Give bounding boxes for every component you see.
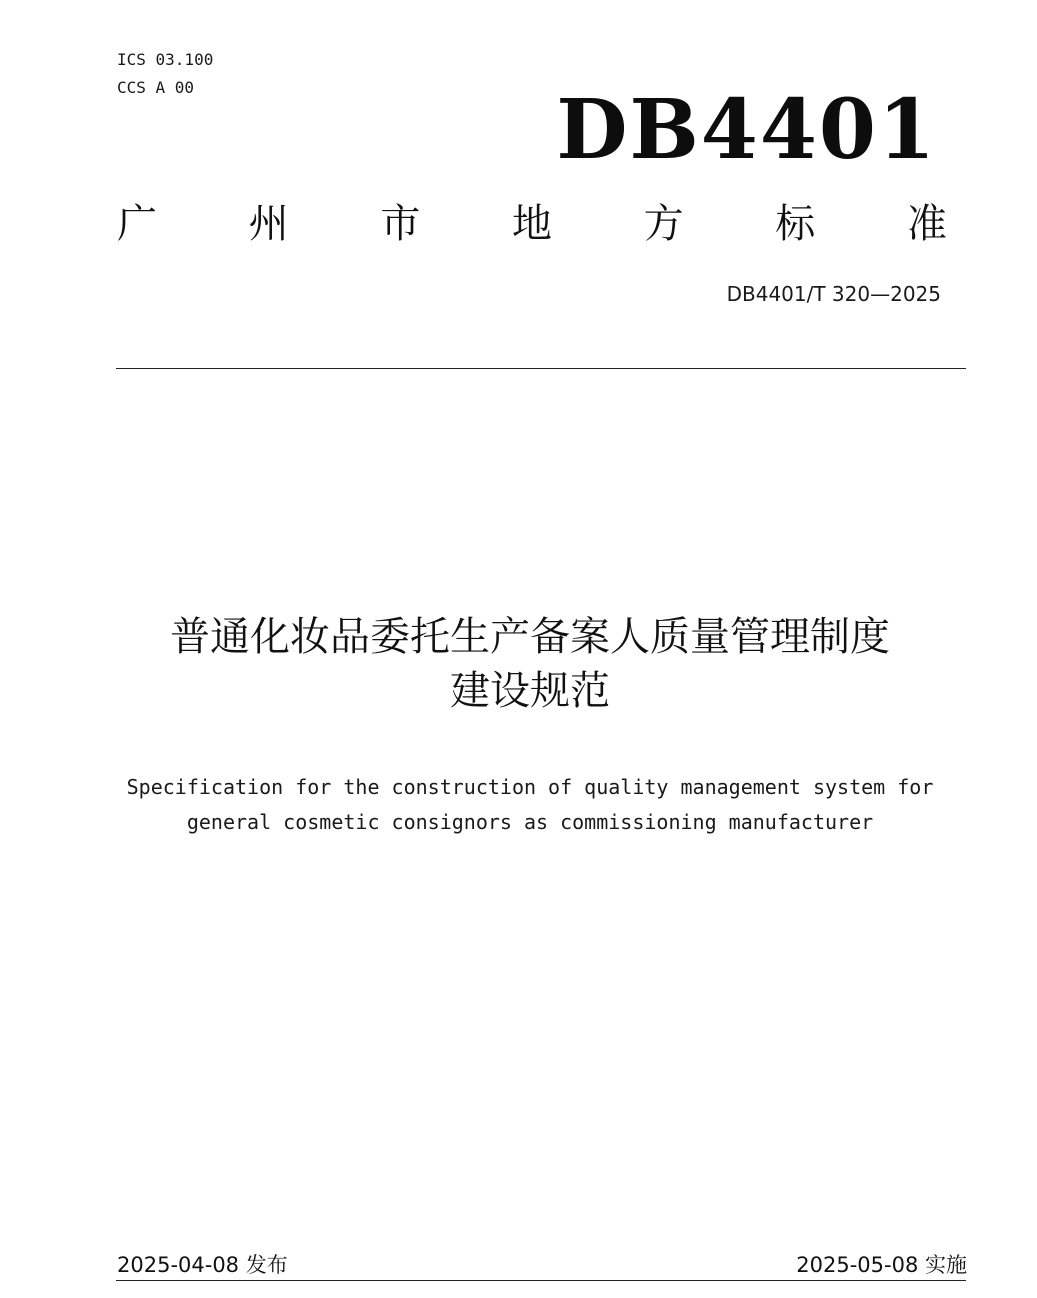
ccs-code: CCS A 00 bbox=[117, 78, 195, 97]
standard-type-char: 市 bbox=[380, 201, 421, 247]
chinese-title-line-2: 建设规范 bbox=[450, 668, 610, 714]
ics-code: ICS 03.100 bbox=[117, 50, 214, 69]
standard-type-char: 州 bbox=[248, 201, 289, 247]
standard-type-char: 地 bbox=[511, 201, 552, 247]
header-divider bbox=[116, 368, 966, 369]
standard-type-heading bbox=[117, 196, 947, 252]
footer-divider bbox=[116, 1280, 966, 1281]
standard-type-char: 广 bbox=[117, 201, 157, 247]
publish-date: 2025-04-08 发布 bbox=[117, 1253, 288, 1277]
chinese-title bbox=[80, 610, 980, 718]
english-title-line-1: Specification for the construction of quality management system for bbox=[126, 775, 934, 799]
classification-codes bbox=[117, 46, 213, 102]
standard-type-char: 准 bbox=[906, 201, 947, 247]
implementation-date: 2025-05-08 实施 bbox=[796, 1253, 967, 1277]
english-title bbox=[60, 770, 1000, 840]
standard-number: DB4401/T 320—2025 bbox=[726, 282, 941, 306]
standard-type-char: 方 bbox=[643, 201, 684, 247]
standard-code-mark: DB4401 bbox=[556, 82, 937, 178]
chinese-title-line-1: 普通化妆品委托生产备案人质量管理制度 bbox=[170, 614, 890, 660]
english-title-line-2: general cosmetic consignors as commissioning manufacturer bbox=[186, 810, 874, 834]
standard-type-char: 标 bbox=[775, 201, 816, 247]
